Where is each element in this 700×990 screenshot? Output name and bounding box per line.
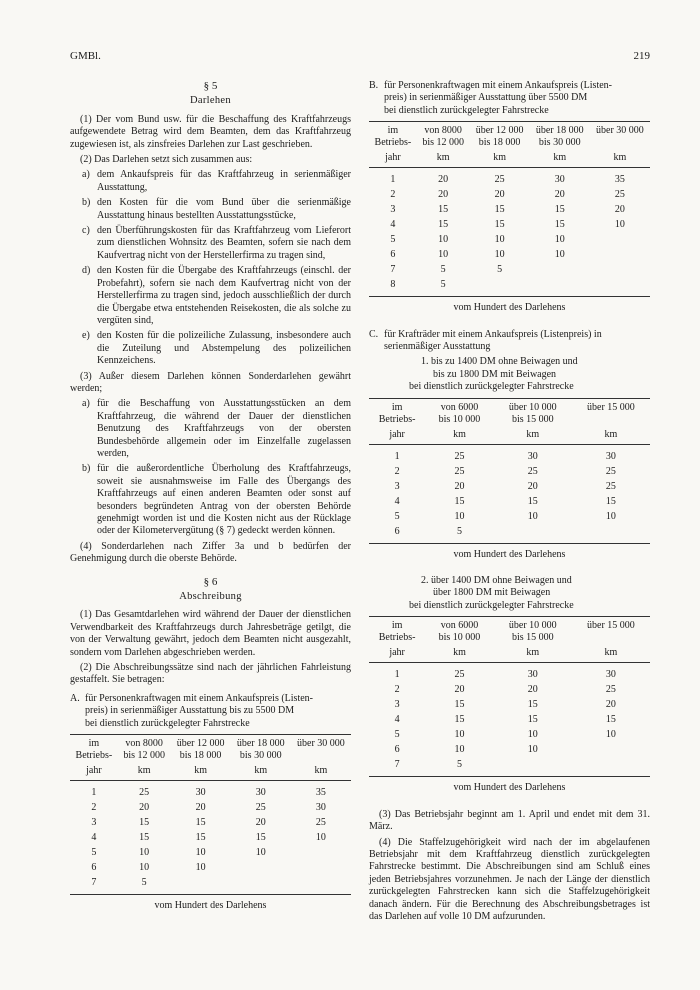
table-row xyxy=(369,524,650,544)
table-row xyxy=(369,217,650,232)
rate-cell: 15 xyxy=(554,204,565,216)
table-row xyxy=(369,232,650,247)
rate-cell: 30 xyxy=(605,450,616,462)
year-cell: 4 xyxy=(394,495,400,507)
year-cell: 3 xyxy=(91,817,97,829)
year-cell: 8 xyxy=(390,279,396,291)
rate-cell xyxy=(572,757,650,777)
year-cell: 3 xyxy=(394,699,400,711)
rate-cell xyxy=(291,875,351,895)
paragraph: (4) Die Staffelzugehörigkeit wird nach der im abgelaufenen Betriebsjahr mit dem Kraftfahrzeug dienstlich zurückgelegten Fahrstrecke bestimmt. Die Abschreibungen sind am Schluß eines jeden Betriebsjahres vorzunehmen. Je nach der Länge der dienstlich zurückgelegten Fahrstrecken kann sich die Staffelzugehörigkeit danach ändern. Für die Berechnung des Abschreibungsbetrages ist das Darlehen auf volle 10 DM aufzurunden. xyxy=(369,836,650,922)
paragraph: (1) Der vom Bund usw. für die Beschaffung des Kraftfahrzeugs aufgewendete Betrag wird dem Beamten, dem das Kraftfahrzeug zugewiesen ist, als zinsfreies Darlehen zur Last geschrieben. xyxy=(70,113,351,150)
table-c2-subcaption xyxy=(369,575,650,612)
table-header-row xyxy=(369,617,650,663)
rate-cell: 10 xyxy=(605,510,616,522)
rate-cell: 25 xyxy=(454,450,465,462)
rate-cell: 5 xyxy=(141,877,147,889)
rate-cell: 25 xyxy=(494,174,505,186)
subcaption-line: 2. über 1400 DM ohne Beiwagen und xyxy=(421,575,572,587)
column-header-km-range: über 10 000 bis 15 000 km xyxy=(494,617,572,663)
rate-cell xyxy=(590,232,650,247)
table-row xyxy=(369,712,650,727)
running-head xyxy=(70,50,650,62)
table-b-footnote: vom Hundert des Darlehens xyxy=(453,302,566,314)
caption-line: preis) in serienmäßiger Ausstattung über 5500 DM xyxy=(384,92,588,104)
rate-cell: 25 xyxy=(614,189,625,201)
rate-cell: 5 xyxy=(456,759,462,771)
rate-cell: 25 xyxy=(605,480,616,492)
subcaption-line: bei dienstlich zurückgelegter Fahrstrecke xyxy=(409,381,574,393)
paragraph: (4) Sonderdarlehen nach Ziffer 3a und b bedürfen der Genehmigung durch die oberste Behörde. xyxy=(70,540,351,565)
rate-cell xyxy=(494,524,572,544)
year-cell: 6 xyxy=(394,744,400,756)
caption-line: bei dienstlich zurückgelegter Fahrstrecke xyxy=(384,104,549,116)
rate-cell: 25 xyxy=(454,465,465,477)
subcaption-line: bei dienstlich zurückgelegter Fahrstrecke xyxy=(409,599,574,611)
rate-cell: 25 xyxy=(454,669,465,681)
rate-cell: 10 xyxy=(494,249,505,261)
column-header-km-range: von 6000 bis 10 000 km xyxy=(425,617,494,663)
rate-cell: 15 xyxy=(139,832,150,844)
rate-cell: 20 xyxy=(454,480,465,492)
caption-line: für Krafträder mit einem Ankaufspreis (Listenpreis) in xyxy=(384,328,602,340)
rate-cell xyxy=(590,277,650,297)
list-item-label: e) xyxy=(82,330,90,342)
column-header-betriebsjahr: im Betriebs- jahr xyxy=(70,735,118,781)
list-item-text: den Kosten für die vom Bund über die serienmäßige Ausstattung hinaus bestellten Ausstattungsstücke, xyxy=(97,197,351,221)
rate-cell: 35 xyxy=(614,174,625,186)
rate-cell: 20 xyxy=(139,802,150,814)
table-c-caption xyxy=(369,329,650,354)
table-row xyxy=(70,815,351,830)
table-row xyxy=(369,464,650,479)
rate-cell: 5 xyxy=(456,525,462,537)
year-cell: 2 xyxy=(394,684,400,696)
rate-cell: 10 xyxy=(527,729,538,741)
list-item-label: b) xyxy=(82,463,91,475)
two-column-layout xyxy=(70,80,650,927)
depreciation-table-c1 xyxy=(369,398,650,544)
caption-label: C. xyxy=(369,328,379,340)
rate-cell: 15 xyxy=(195,832,206,844)
rate-cell xyxy=(171,875,231,895)
rate-cell: 25 xyxy=(605,684,616,696)
journal-title: GMBl. xyxy=(70,50,101,62)
list-item xyxy=(82,197,351,222)
rate-cell: 15 xyxy=(255,832,266,844)
rate-cell xyxy=(590,247,650,262)
rate-cell: 25 xyxy=(527,465,538,477)
table-header-row xyxy=(369,122,650,168)
rate-cell xyxy=(470,277,530,297)
list-item xyxy=(82,463,351,537)
rate-cell: 20 xyxy=(454,684,465,696)
subcaption-line: 1. bis zu 1400 DM ohne Beiwagen und xyxy=(421,356,578,368)
table-row xyxy=(70,830,351,845)
column-header-km-range: von 8000 bis 12 000 km xyxy=(417,122,470,168)
rate-cell: 10 xyxy=(554,234,565,246)
column-header-km-range: über 18 000 bis 30 000 km xyxy=(231,735,291,781)
rate-cell: 15 xyxy=(527,714,538,726)
rate-cell: 15 xyxy=(494,219,505,231)
rate-cell xyxy=(530,262,590,277)
rate-cell: 10 xyxy=(527,744,538,756)
subcaption-line: über 1800 DM mit Beiwagen xyxy=(433,587,551,599)
rate-cell: 15 xyxy=(605,714,616,726)
table-row xyxy=(70,781,351,801)
year-cell: 1 xyxy=(394,450,400,462)
table-row xyxy=(369,663,650,683)
rate-cell: 10 xyxy=(605,729,616,741)
rate-cell: 30 xyxy=(195,787,206,799)
rate-cell xyxy=(572,524,650,544)
rate-cell: 10 xyxy=(195,847,206,859)
rate-cell: 10 xyxy=(438,234,449,246)
list-item-text: für die Beschaffung von Ausstattungsstücken an dem Kraftfahrzeug, die während der Dauer der dienstlichen Benutzung des Kraftfahrzeugs von der obersten Bundesbehörde allgemein oder im Einzelfalle zugelassen werden, xyxy=(97,398,351,459)
rate-cell: 30 xyxy=(527,669,538,681)
rate-cell: 25 xyxy=(255,802,266,814)
rate-cell: 35 xyxy=(315,787,326,799)
rate-cell: 20 xyxy=(614,204,625,216)
column-header-km-range: über 10 000 bis 15 000 km xyxy=(494,398,572,444)
rate-cell: 15 xyxy=(454,495,465,507)
table-row xyxy=(369,494,650,509)
table-header-row xyxy=(369,398,650,444)
rate-cell: 10 xyxy=(527,510,538,522)
rate-cell: 10 xyxy=(454,744,465,756)
rate-cell xyxy=(572,742,650,757)
list-item-label: c) xyxy=(82,225,90,237)
list-item xyxy=(82,169,351,194)
table-row xyxy=(70,845,351,860)
rate-cell: 15 xyxy=(527,495,538,507)
caption-line: preis) in serienmäßiger Ausstattung bis zu 5500 DM xyxy=(85,705,295,717)
year-cell: 5 xyxy=(394,510,400,522)
year-cell: 2 xyxy=(390,189,396,201)
rate-cell: 10 xyxy=(554,249,565,261)
subcaption-line: bis zu 1800 DM mit Beiwagen xyxy=(433,368,557,380)
table-row xyxy=(369,247,650,262)
rate-cell: 15 xyxy=(605,495,616,507)
rate-cell xyxy=(231,875,291,895)
rate-cell: 25 xyxy=(139,787,150,799)
rate-cell: 20 xyxy=(195,802,206,814)
table-row xyxy=(369,682,650,697)
column-header-km-range: über 15 000 km xyxy=(572,617,650,663)
table-row xyxy=(369,187,650,202)
paragraph: (3) Das Betriebsjahr beginnt am 1. April und endet mit dem 31. März. xyxy=(369,808,650,833)
page-number: 219 xyxy=(633,50,650,62)
rate-cell: 20 xyxy=(494,189,505,201)
year-cell: 6 xyxy=(91,862,97,874)
rate-cell: 10 xyxy=(438,249,449,261)
rate-cell: 10 xyxy=(494,234,505,246)
table-a-footnote: vom Hundert des Darlehens xyxy=(154,900,267,912)
rate-cell: 5 xyxy=(440,264,446,276)
year-cell: 4 xyxy=(394,714,400,726)
rate-cell: 20 xyxy=(527,480,538,492)
caption-line: für Personenkraftwagen mit einem Ankaufspreis (Listen- xyxy=(85,692,313,704)
depreciation-table-b xyxy=(369,121,650,297)
caption-label: B. xyxy=(369,80,379,91)
table-c2-footnote: vom Hundert des Darlehens xyxy=(453,782,566,794)
year-cell: 5 xyxy=(91,847,97,859)
table-row xyxy=(369,509,650,524)
caption-line: serienmäßiger Ausstattung xyxy=(384,341,491,353)
list-item-label: b) xyxy=(82,197,91,209)
rate-cell: 20 xyxy=(554,189,565,201)
section-6-number: § 6 xyxy=(203,575,218,588)
rate-cell: 15 xyxy=(438,219,449,231)
year-cell: 2 xyxy=(394,465,400,477)
table-row xyxy=(369,277,650,297)
column-header-km-range: über 30 000 km xyxy=(291,735,351,781)
section-5-number: § 5 xyxy=(203,80,218,92)
year-cell: 5 xyxy=(390,234,396,246)
rate-cell: 30 xyxy=(554,174,565,186)
year-cell: 7 xyxy=(390,264,396,276)
table-row xyxy=(369,168,650,188)
section-5-title: Darlehen xyxy=(190,95,231,107)
rate-cell xyxy=(291,860,351,875)
list-item xyxy=(82,398,351,460)
rate-cell: 20 xyxy=(438,174,449,186)
table-c1-subcaption xyxy=(369,356,650,393)
column-header-km-range: über 15 000 km xyxy=(572,398,650,444)
rate-cell xyxy=(494,757,572,777)
year-cell: 5 xyxy=(394,729,400,741)
list-item-text: den Kosten für die Übergabe des Kraftfahrzeugs (einschl. der Probefahrt), sofern sie nach dem Kaufvertrag nicht von der Herstellerfirma zu tragen sind, jedoch ausschließlich der durch die Übergabe etwa entstehenden Reisekosten, die als solche zu vergüten sind, xyxy=(97,265,351,326)
left-column xyxy=(70,80,351,927)
rate-cell: 15 xyxy=(527,699,538,711)
table-row xyxy=(369,697,650,712)
rate-cell: 10 xyxy=(454,510,465,522)
rate-cell: 25 xyxy=(605,465,616,477)
rate-cell: 15 xyxy=(454,714,465,726)
rate-cell: 15 xyxy=(454,699,465,711)
rate-cell: 20 xyxy=(438,189,449,201)
column-header-km-range: über 12 000 bis 18 000 km xyxy=(171,735,231,781)
list-item-text: für die außerordentliche Überholung des Kraftfahrzeugs, soweit sie ausnahmsweise im Falle des Übergangs des Kraftfahrzeugs auf einen anderen Beamten oder sonst auf besonders begründeten Antrag von der obersten Behörde genehmigt worden ist und die Kosten nicht aus der Rücklage oder der Kilometervergütung (§ 7) gedeckt werden können. xyxy=(97,463,351,537)
rate-cell: 20 xyxy=(605,699,616,711)
year-cell: 1 xyxy=(91,787,97,799)
table-a-caption xyxy=(70,693,351,730)
table-row xyxy=(369,202,650,217)
table-row xyxy=(369,742,650,757)
rate-cell xyxy=(590,262,650,277)
caption-label: A. xyxy=(70,692,80,704)
year-cell: 7 xyxy=(394,759,400,771)
rate-cell: 10 xyxy=(139,862,150,874)
list-item-label: a) xyxy=(82,398,90,410)
table-row xyxy=(70,800,351,815)
paragraph: (2) Das Darlehen setzt sich zusammen aus: xyxy=(80,154,253,166)
year-cell: 1 xyxy=(394,669,400,681)
rate-cell: 15 xyxy=(438,204,449,216)
column-header-km-range: über 18 000 bis 30 000 km xyxy=(530,122,590,168)
paragraph: (3) Außer diesem Darlehen können Sonderdarlehen gewährt werden; xyxy=(70,370,351,394)
caption-line: bei dienstlich zurückgelegter Fahrstrecke xyxy=(85,717,250,729)
column-header-km-range: von 8000 bis 12 000 km xyxy=(118,735,171,781)
column-header-km-range: über 30 000 km xyxy=(590,122,650,168)
rate-cell xyxy=(530,277,590,297)
table-row xyxy=(369,262,650,277)
rate-cell: 15 xyxy=(195,817,206,829)
table-row xyxy=(369,479,650,494)
table-row xyxy=(70,860,351,875)
rate-cell: 5 xyxy=(497,264,503,276)
list-item xyxy=(82,225,351,262)
rate-cell: 25 xyxy=(315,817,326,829)
table-b-caption xyxy=(369,80,650,117)
rate-cell xyxy=(291,845,351,860)
table-row xyxy=(369,727,650,742)
rate-cell: 15 xyxy=(494,204,505,216)
year-cell: 6 xyxy=(394,525,400,537)
list-item-label: d) xyxy=(82,265,91,277)
table-row xyxy=(369,757,650,777)
list-item-label: a) xyxy=(82,169,90,181)
column-header-betriebsjahr: im Betriebs- jahr xyxy=(369,122,417,168)
rate-cell: 15 xyxy=(554,219,565,231)
year-cell: 4 xyxy=(91,832,97,844)
table-header-row xyxy=(70,735,351,781)
rate-cell: 10 xyxy=(255,847,266,859)
paragraph: (2) Die Abschreibungssätze sind nach der jährlichen Fahrleistung gestaffelt. Sie betragen: xyxy=(70,662,351,686)
year-cell: 1 xyxy=(390,174,396,186)
rate-cell: 15 xyxy=(139,817,150,829)
table-c1-footnote: vom Hundert des Darlehens xyxy=(453,548,566,560)
list-item-text: dem Ankaufspreis für das Kraftfahrzeug in serienmäßiger Ausstattung, xyxy=(97,169,351,193)
year-cell: 2 xyxy=(91,802,97,814)
rate-cell: 10 xyxy=(614,219,625,231)
rate-cell: 30 xyxy=(605,669,616,681)
depreciation-table-a xyxy=(70,734,351,895)
rate-cell: 10 xyxy=(139,847,150,859)
column-header-betriebsjahr: im Betriebs- jahr xyxy=(369,617,425,663)
right-column xyxy=(369,80,650,927)
table-row xyxy=(369,444,650,464)
rate-cell: 20 xyxy=(255,817,266,829)
section-6-title: Abschreibung xyxy=(179,591,242,603)
year-cell: 3 xyxy=(390,204,396,216)
list-item xyxy=(82,330,351,367)
table-row xyxy=(70,875,351,895)
year-cell: 6 xyxy=(390,249,396,261)
rate-cell: 10 xyxy=(195,862,206,874)
year-cell: 4 xyxy=(390,219,396,231)
rate-cell: 10 xyxy=(315,832,326,844)
column-header-betriebsjahr: im Betriebs- jahr xyxy=(369,398,425,444)
rate-cell: 10 xyxy=(454,729,465,741)
list-item-text: den Kosten für die polizeiliche Zulassung, insbesondere auch die Zuteilung und Abstempelung des polizeilichen Kennzeichens. xyxy=(97,330,351,367)
rate-cell: 30 xyxy=(527,450,538,462)
depreciation-table-c2 xyxy=(369,616,650,777)
year-cell: 7 xyxy=(91,877,97,889)
list-item-text: den Überführungskosten für das Kraftfahrzeug vom Lieferort zum dienstlichen Wohnsitz des Beamten, sofern sie nach dem Kaufvertrag nicht von der Herstellerfirma zu tragen sind, xyxy=(97,225,351,261)
column-header-km-range: über 12 000 bis 18 000 km xyxy=(470,122,530,168)
rate-cell: 20 xyxy=(527,684,538,696)
year-cell: 3 xyxy=(394,480,400,492)
caption-line: für Personenkraftwagen mit einem Ankaufspreis (Listen- xyxy=(384,80,612,91)
rate-cell: 30 xyxy=(315,802,326,814)
rate-cell: 30 xyxy=(255,787,266,799)
rate-cell: 5 xyxy=(440,279,446,291)
paragraph: (1) Das Gesamtdarlehen wird während der Dauer der dienstlichen Verwendbarkeit des Kraftfahrzeugs durch Jahresbeträge getilgt, die von der Verwaltung gewährt, jedoch dem Beamten nicht ausgezahlt, sondern vom Darlehen abgeschrieben werden. xyxy=(70,609,351,658)
rate-cell xyxy=(231,860,291,875)
column-header-km-range: von 6000 bis 10 000 km xyxy=(425,398,494,444)
list-item xyxy=(82,265,351,327)
